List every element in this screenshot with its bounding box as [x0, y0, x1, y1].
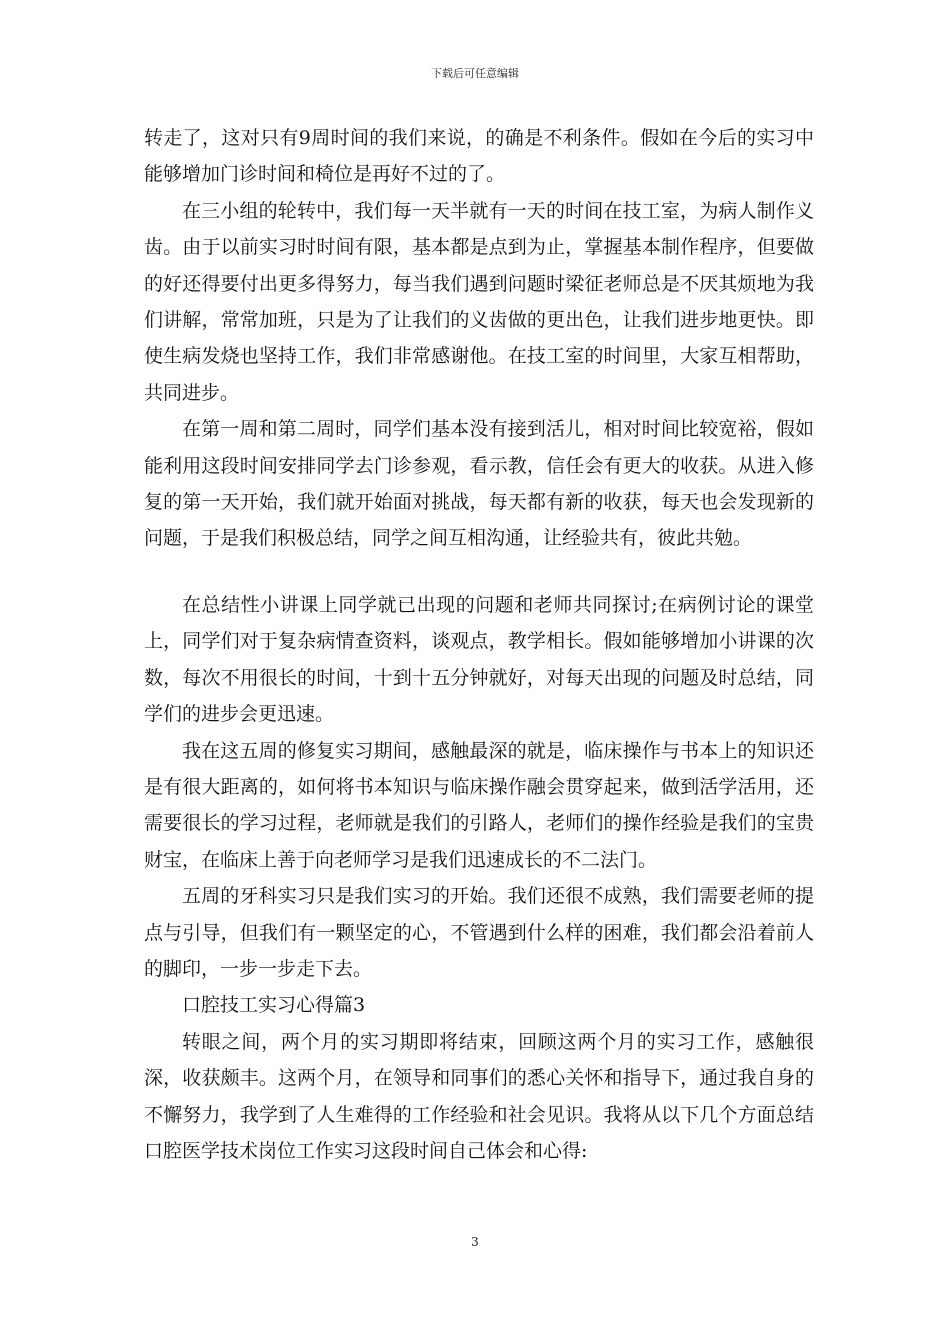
paragraph: 在总结性小讲课上同学就已出现的问题和老师共同探讨;在病例讨论的课堂上，同学们对于复杂病情查资料，谈观点，教学相长。假如能够增加小讲课的次数，每次不用很长的时间，十到十五分钟就好，对每天出现的问题及时总结，同学们的进步会更迅速。 [144, 593, 814, 726]
page-header: 下载后可任意编辑 [431, 67, 519, 80]
paragraph: 在第一周和第二周时，同学们基本没有接到活儿，相对时间比较宽裕，假如能利用这段时间安排同学去门诊参观，看示教，信任会有更大的收获。从进入修复的第一天开始，我们就开始面对挑战，每天都有新的收获，每天也会发现新的问题，于是我们积极总结，同学之间互相沟通，让经验共有，彼此共勉。 [144, 418, 814, 550]
paragraph: 我在这五周的修复实习期间，感触最深的就是，临床操作与书本上的知识还是有很大距离的，如何将书本知识与临床操作融会贯穿起来，做到活学活用，还需要很长的学习过程，老师就是我们的引路人，老师们的操作经验是我们的宝贵财宝，在临床上善于向老师学习是我们迅速成长的不二法门。 [144, 739, 814, 871]
document-body [144, 120, 814, 1169]
paragraph: 五周的牙科实习只是我们实习的开始。我们还很不成熟，我们需要老师的提点与引导，但我们有一颗坚定的心，不管遇到什么样的困难，我们都会沿着前人的脚印，一步一步走下去。 [144, 885, 814, 980]
paragraph: 转眼之间，两个月的实习期即将结束，回顾这两个月的实习工作，感触很深，收获颇丰。这两个月，在领导和同事们的悉心关怀和指导下，通过我自身的不懈努力，我学到了人生难得的工作经验和社会见识。我将从以下几个方面总结口腔医学技术岗位工作实习这段时间自己体会和心得: [144, 1030, 814, 1162]
page-number: 3 [471, 1235, 479, 1249]
paragraph-spacer [144, 557, 814, 587]
section-heading: 口腔技工实习心得篇3 [182, 994, 366, 1017]
paragraph-continuation: 转走了，这对只有9周时间的我们来说，的确是不利条件。假如在今后的实习中能够增加门诊时间和椅位是再好不过的了。 [144, 127, 814, 186]
paragraph: 在三小组的轮转中，我们每一天半就有一天的时间在技工室，为病人制作义齿。由于以前实习时时间有限，基本都是点到为止，掌握基本制作程序，但要做的好还得要付出更多得努力，每当我们遇到问题时梁征老师总是不厌其烦地为我们讲解，常常加班，只是为了让我们的义齿做的更出色，让我们进步地更快。即使生病发烧也坚持工作，我们非常感谢他。在技工室的时间里，大家互相帮助，共同进步。 [144, 199, 814, 404]
